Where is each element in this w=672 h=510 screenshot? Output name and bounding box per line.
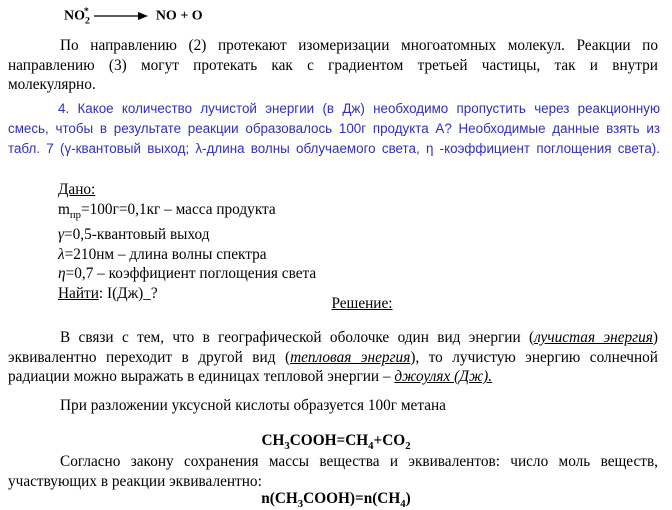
term-radiant-energy: лучистая энергия bbox=[534, 329, 653, 346]
eq-part: COOH=CH bbox=[289, 432, 369, 449]
given-mass bbox=[58, 200, 316, 226]
text-line: молекулярно. bbox=[8, 76, 96, 93]
arrow-icon bbox=[94, 11, 148, 21]
reactant: NO bbox=[64, 8, 85, 24]
given-block bbox=[58, 180, 316, 303]
text-span: ) bbox=[652, 329, 659, 346]
reactant-sub: 2 bbox=[85, 15, 90, 27]
lambda-symbol: λ bbox=[58, 245, 65, 263]
given-eta bbox=[58, 264, 316, 284]
text-line bbox=[8, 348, 658, 368]
term-joules: джоулях (Дж). bbox=[394, 368, 493, 385]
eq-part: CH bbox=[261, 432, 285, 449]
eq-sub: 4 bbox=[400, 498, 406, 510]
text-line: участвующих в реакции эквивалентно: bbox=[8, 472, 262, 490]
eq-sub: 3 bbox=[297, 498, 304, 510]
solution-heading bbox=[0, 295, 672, 313]
eq-part: n(CH bbox=[261, 490, 298, 507]
text-span: радиации можно выражать в единицах тепловой энергии – bbox=[8, 368, 395, 385]
text-span: ), то лучистую энергию солнечной bbox=[410, 348, 658, 366]
task-line: 4. Какое количество лучистой энергии (в Дж) необходимо пропустить через реакционную bbox=[58, 101, 660, 116]
paragraph-methane: При разложении уксусной кислоты образуется 100г метана bbox=[60, 397, 446, 414]
eta-symbol: η bbox=[58, 265, 66, 283]
reaction-decomposition bbox=[64, 6, 203, 26]
paragraph-isomerization bbox=[8, 36, 658, 95]
eta-text: =0,7 – коэффициент поглощения света bbox=[65, 265, 317, 283]
find-label: Найти bbox=[58, 284, 99, 302]
text-span: В связи с тем, что в географической оболочке один вид энергии ( bbox=[60, 329, 535, 346]
given-title: Дано: bbox=[58, 181, 96, 198]
find-text: : I(Дж)_? bbox=[98, 284, 158, 302]
eq-part: ) bbox=[405, 490, 411, 507]
solution-title: Решение: bbox=[331, 295, 393, 312]
mass-sub: пр bbox=[69, 208, 81, 221]
eq-part: COOH)=n(CH bbox=[303, 490, 401, 507]
mass-symbol: m bbox=[58, 200, 70, 218]
eq-sub: 3 bbox=[284, 440, 290, 453]
lambda-text: =210нм – длина волны спектра bbox=[64, 245, 267, 263]
gamma-text: =0,5-квантовый выход bbox=[64, 226, 210, 244]
reactant-sup: * bbox=[83, 6, 89, 17]
gamma-symbol: γ bbox=[58, 226, 65, 244]
text-line: направлению (3) могут протекать как с градиентом третьей частицы, так и внутри bbox=[8, 56, 658, 74]
text-line bbox=[8, 367, 658, 387]
products: NO + O bbox=[155, 8, 203, 24]
eq-part: +CO bbox=[373, 432, 406, 449]
eq-sub: 2 bbox=[405, 440, 411, 453]
text-line: Согласно закону сохранения массы вещества и эквивалентов: число моль веществ, bbox=[60, 453, 658, 470]
task-line: смесь, чтобы в результате реакции образовалось 100г продукта А? Необходимые данные взять из bbox=[8, 121, 660, 136]
equation-moles bbox=[0, 490, 672, 510]
equation-acetic-acid bbox=[0, 432, 672, 452]
text-line: По направлению (2) протекают изомеризации многоатомных молекул. Реакции по bbox=[60, 37, 658, 54]
mass-text: =100г=0,1кг – масса продукта bbox=[81, 200, 276, 218]
eq-sub: 4 bbox=[368, 440, 374, 453]
term-thermal-energy: тепловая энергия bbox=[290, 348, 411, 366]
paragraph-conservation bbox=[8, 452, 658, 491]
text-span: эквивалентно переходит в другой вид ( bbox=[8, 348, 291, 366]
given-gamma bbox=[58, 225, 316, 245]
task-line: табл. 7 (γ-квантовый выход; λ-длина волны облучаемого света, η -коэффициент поглощения света). bbox=[8, 141, 660, 156]
text-line bbox=[8, 328, 658, 348]
given-lambda bbox=[58, 245, 316, 265]
paragraph-energy bbox=[8, 328, 658, 387]
task-statement bbox=[8, 99, 660, 159]
